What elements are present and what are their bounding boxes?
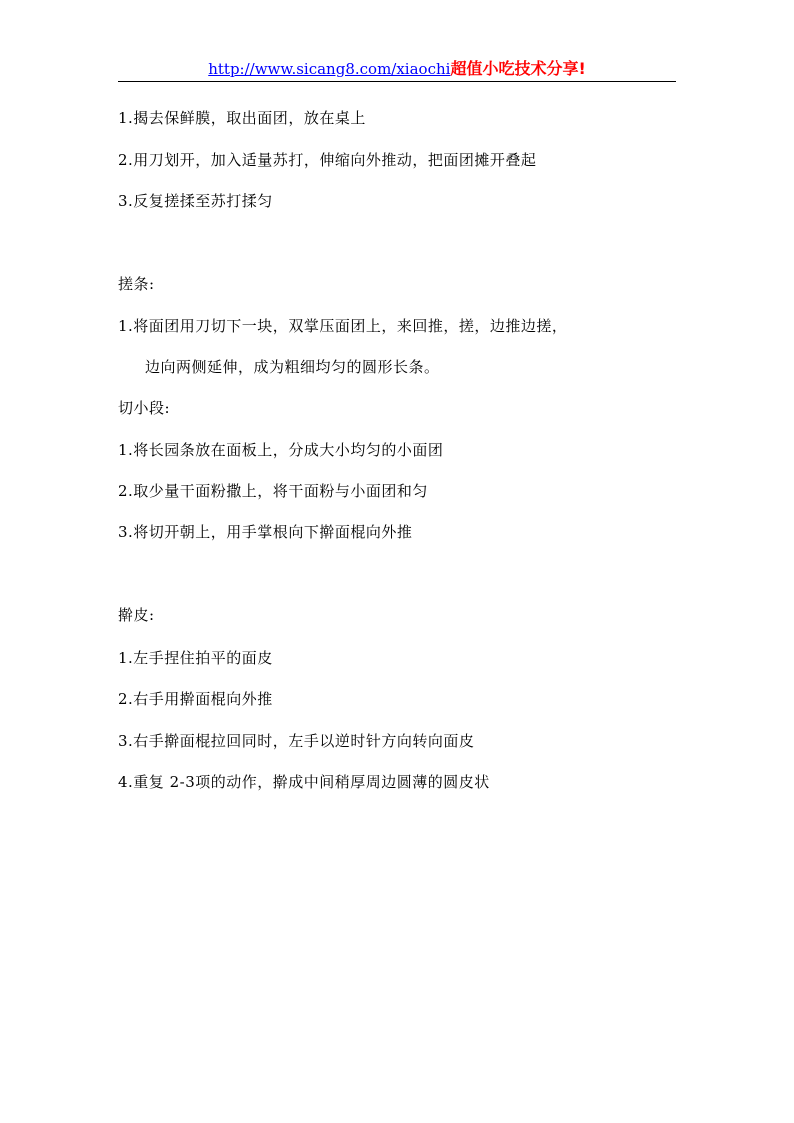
page-header (118, 58, 676, 82)
section-heading: 擀皮: (118, 606, 155, 624)
step-line: 3.右手擀面棍拉回同时，左手以逆时针方向转向面皮 (118, 732, 475, 750)
step-line: 1.将面团用刀切下一块，双掌压面团上，来回推，搓，边推边搓， (118, 317, 568, 335)
section-heading: 搓条: (118, 275, 155, 293)
step-line: 2.用刀划开，加入适量苏打，伸缩向外推动，把面团摊开叠起 (118, 151, 537, 169)
step-line: 3.反复搓揉至苏打揉匀 (118, 192, 273, 210)
step-line: 3.将切开朝上，用手掌根向下擀面棍向外推 (118, 523, 413, 541)
step-line-continuation: 边向两侧延伸，成为粗细均匀的圆形长条。 (145, 358, 440, 376)
header-divider (118, 81, 676, 82)
step-line: 4.重复 2-3项的动作，擀成中间稍厚周边圆薄的圆皮状 (118, 773, 490, 791)
step-line: 1.将长园条放在面板上，分成大小均匀的小面团 (118, 441, 444, 459)
step-line: 1.揭去保鲜膜，取出面团，放在桌上 (118, 109, 366, 127)
header-link[interactable]: http://www.sicang8.com/xiaochi (208, 60, 451, 78)
step-line: 2.右手用擀面棍向外推 (118, 690, 273, 708)
header-slogan: 超值小吃技术分享! (450, 59, 586, 78)
section-heading: 切小段: (118, 399, 171, 417)
step-line: 1.左手捏住拍平的面皮 (118, 649, 273, 667)
step-line: 2.取少量干面粉撒上，将干面粉与小面团和匀 (118, 482, 428, 500)
